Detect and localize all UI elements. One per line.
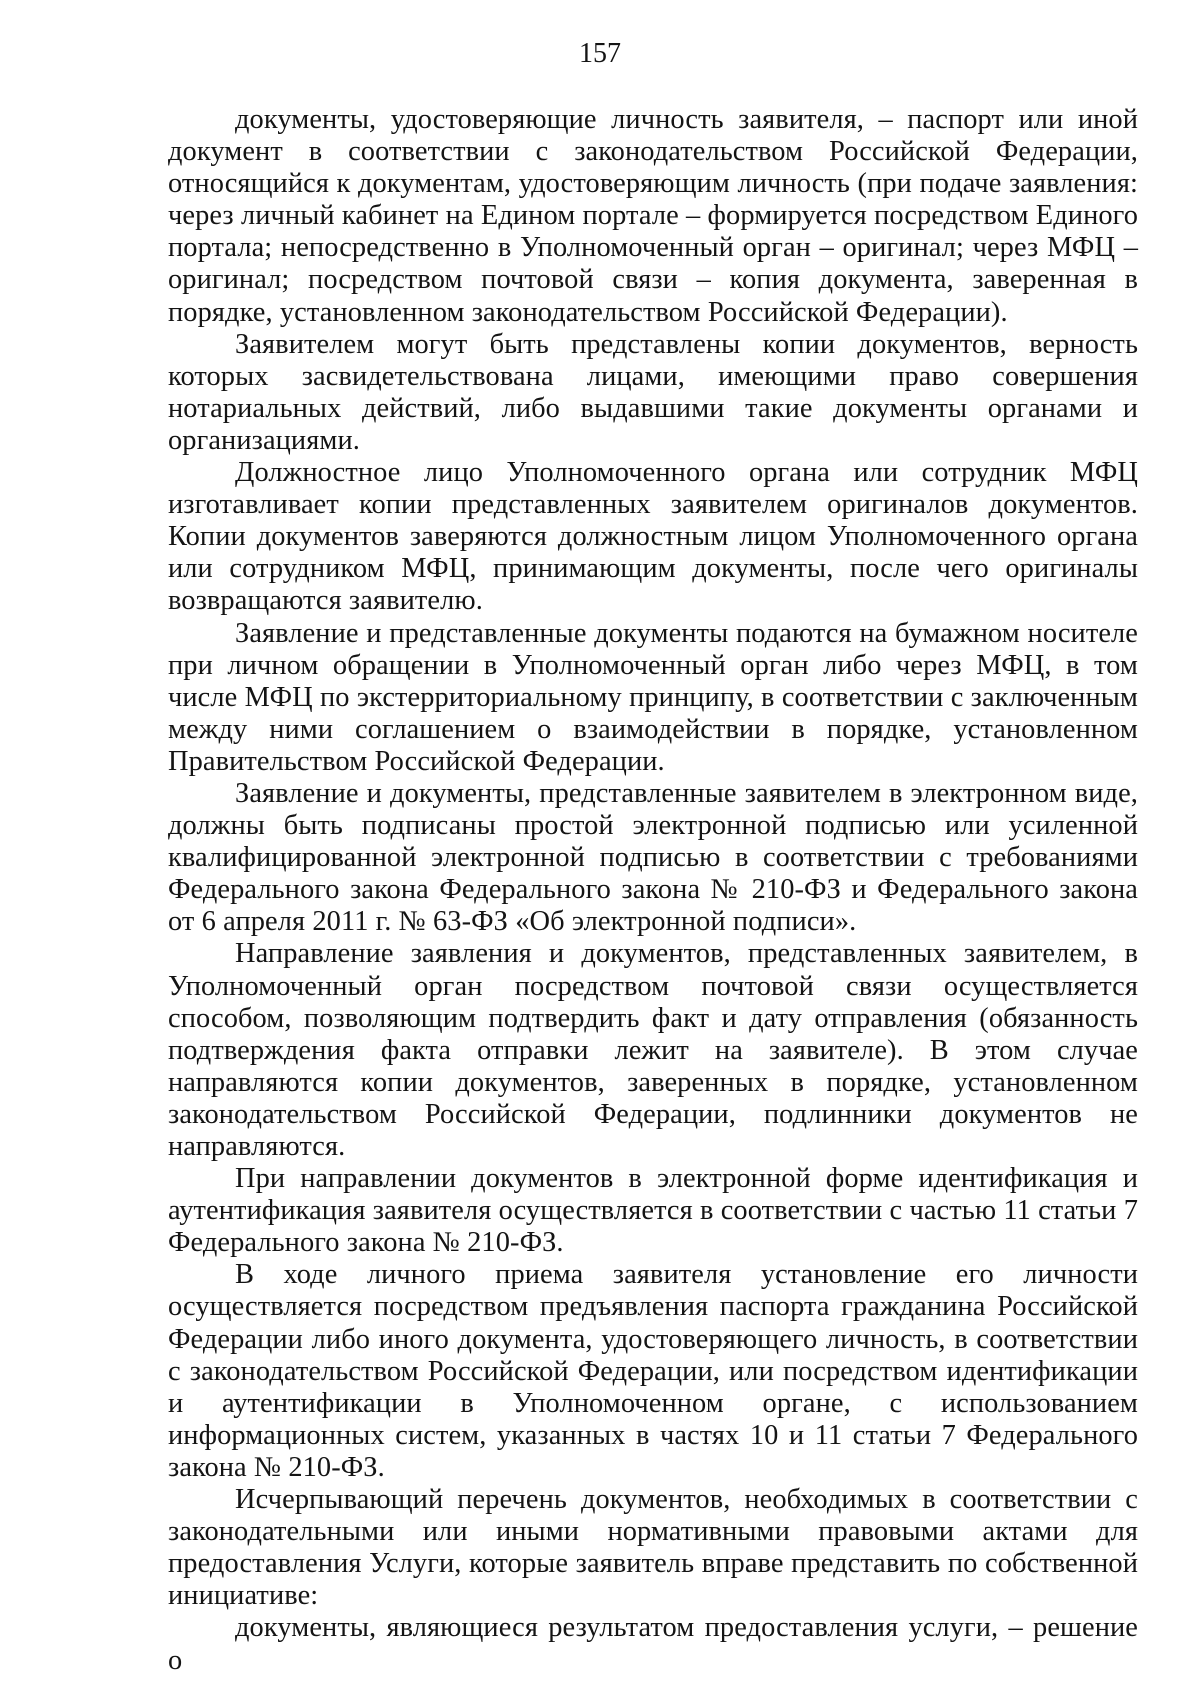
paragraph-service-result-documents: документы, являющиеся результатом предоставления услуги, – решение о: [168, 1612, 1138, 1676]
paragraph-certified-copies: Заявителем могут быть представлены копии документов, верность которых засвидетельствована лицами, имеющими право совершения нотариальных действий, либо выдавшими такие документы органами и организациями.: [168, 328, 1138, 456]
page-number: 157: [579, 38, 621, 69]
paragraph-exhaustive-list: Исчерпывающий перечень документов, необходимых в соответствии с законодательными или иными нормативными правовыми актами для предоставления Услуги, которые заявитель вправе представить по собственной инициативе:: [168, 1484, 1138, 1612]
paragraph-identity-documents: документы, удостоверяющие личность заявителя, – паспорт или иной документ в соответствии с законодательством Российской Федерации, относящийся к документам, удостоверяющим личность (при подаче заявления: через личный кабинет на Едином портале – формируется посредством Единого портала; непосредственно в Уполномоченный орган – оригинал; через МФЦ – оригинал; посредством почтовой связи – копия документа, заверенная в порядке, установленном законодательством Российской Федерации).: [168, 104, 1138, 328]
paragraph-official-copies: Должностное лицо Уполномоченного органа или сотрудник МФЦ изготавливает копии представленных заявителем оригиналов документов. Копии документов заверяются должностным лицом Уполномоченного органа или сотрудником МФЦ, принимающим документы, после чего оригиналы возвращаются заявителю.: [168, 457, 1138, 617]
document-body: [168, 104, 1138, 1677]
paragraph-electronic-identification: При направлении документов в электронной форме идентификация и аутентификация заявителя осуществляется в соответствии с частью 11 статьи 7 Федерального закона № 210-ФЗ.: [168, 1163, 1138, 1259]
paragraph-electronic-signature: Заявление и документы, представленные заявителем в электронном виде, должны быть подписаны простой электронной подписью или усиленной квалифицированной электронной подписью в соответствии с требованиями Федерального закона Федерального закона № 210-ФЗ и Федерального закона от 6 апреля 2011 г. № 63-ФЗ «Об электронной подписи».: [168, 777, 1138, 938]
paragraph-postal-submission: Направление заявления и документов, представленных заявителем, в Уполномоченный орган посредством почтовой связи осуществляется способом, позволяющим подтвердить факт и дату отправления (обязанность подтверждения факта отправки лежит на заявителе). В этом случае направляются копии документов, заверенных в порядке, установленном законодательством Российской Федерации, подлинники документов не направляются.: [168, 938, 1138, 1162]
paragraph-personal-reception: В ходе личного приема заявителя установление его личности осуществляется посредством предъявления паспорта гражданина Российской Федерации либо иного документа, удостоверяющего личность, в соответствии с законодательством Российской Федерации, или посредством идентификации и аутентификации в Уполномоченном органе, с использованием информационных систем, указанных в частях 10 и 11 статьи 7 Федерального закона № 210-ФЗ.: [168, 1259, 1138, 1483]
paragraph-paper-submission: Заявление и представленные документы подаются на бумажном носителе при личном обращении в Уполномоченный орган либо через МФЦ, в том числе МФЦ по экстерриториальному принципу, в соответствии с заключенным между ними соглашением о взаимодействии в порядке, установленном Правительством Российской Федерации.: [168, 617, 1138, 777]
